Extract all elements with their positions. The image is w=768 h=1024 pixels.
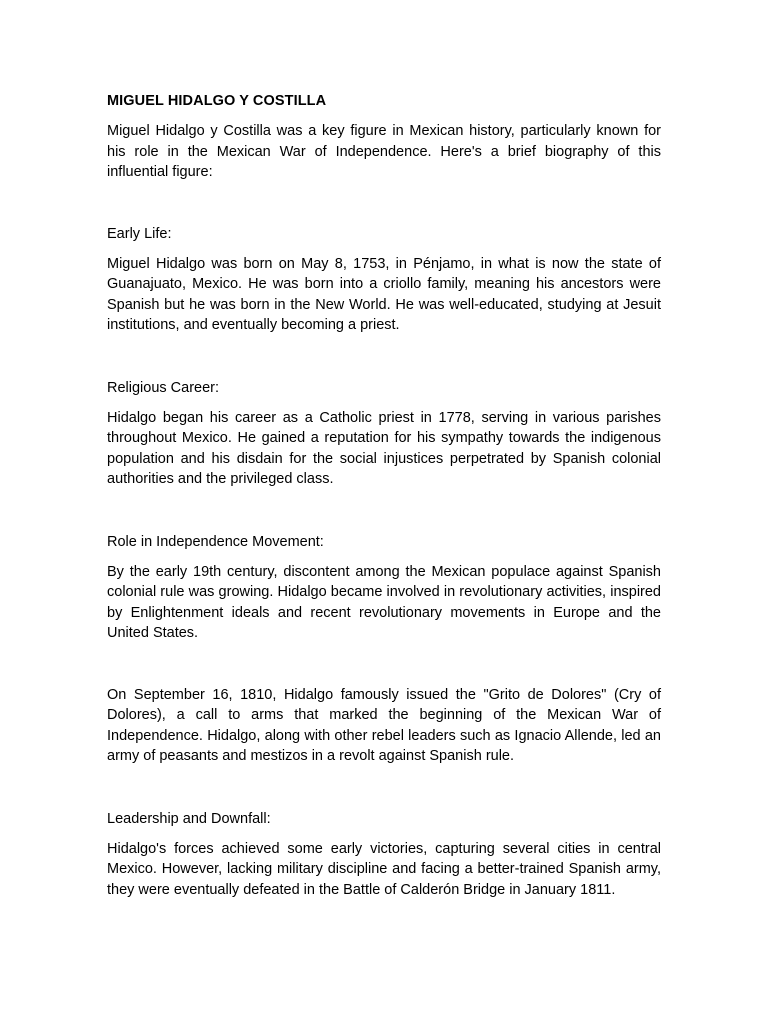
section-leadership-downfall bbox=[107, 809, 661, 901]
section-paragraph: On September 16, 1810, Hidalgo famously issued the "Grito de Dolores" (Cry of Dolores), a call to arms that marked the beginning of the Mexican War of Independence. Hidalgo, along with other rebel leaders such as Ignacio Allende, led an army of peasants and mestizos in a revolt against Spanish rule. bbox=[107, 686, 661, 764]
section-religious-career bbox=[107, 378, 661, 490]
section-paragraph: Miguel Hidalgo was born on May 8, 1753, in Pénjamo, in what is now the state of Guanajuato, Mexico. He was born into a criollo family, meaning his ancestors were Spanish but he was born in the New World. He was well-educated, studying at Jesuit institutions, and eventually becoming a priest. bbox=[107, 255, 661, 333]
section-early-life bbox=[107, 224, 661, 336]
section-paragraph: By the early 19th century, discontent among the Mexican populace against Spanish colonial rule was growing. Hidalgo became involved in revolutionary activities, inspired by Enlightenment ideals and recent revolutionary movements in Europe and the United States. bbox=[107, 563, 661, 641]
document-page bbox=[107, 91, 661, 900]
section-paragraph: Hidalgo's forces achieved some early victories, capturing several cities in central Mexico. However, lacking military discipline and facing a better-trained Spanish army, they were eventually defeated in the Battle of Calderón Bridge in January 1811. bbox=[107, 840, 661, 898]
section-independence-movement bbox=[107, 532, 661, 767]
section-heading: Role in Independence Movement: bbox=[107, 533, 324, 550]
intro-paragraph: Miguel Hidalgo y Costilla was a key figure in Mexican history, particularly known for his role in the Mexican War of Independence. Here's a brief biography of this influential figure: bbox=[107, 123, 661, 180]
section-heading: Leadership and Downfall: bbox=[107, 810, 271, 827]
section-heading: Religious Career: bbox=[107, 379, 220, 396]
section-heading: Early Life: bbox=[107, 225, 172, 242]
document-title: MIGUEL HIDALGO Y COSTILLA bbox=[107, 93, 327, 109]
section-paragraph: Hidalgo began his career as a Catholic priest in 1778, serving in various parishes throughout Mexico. He gained a reputation for his sympathy towards the indigenous population and his disdain for the social injustices perpetrated by Spanish colonial authorities and the privileged class. bbox=[107, 409, 661, 487]
